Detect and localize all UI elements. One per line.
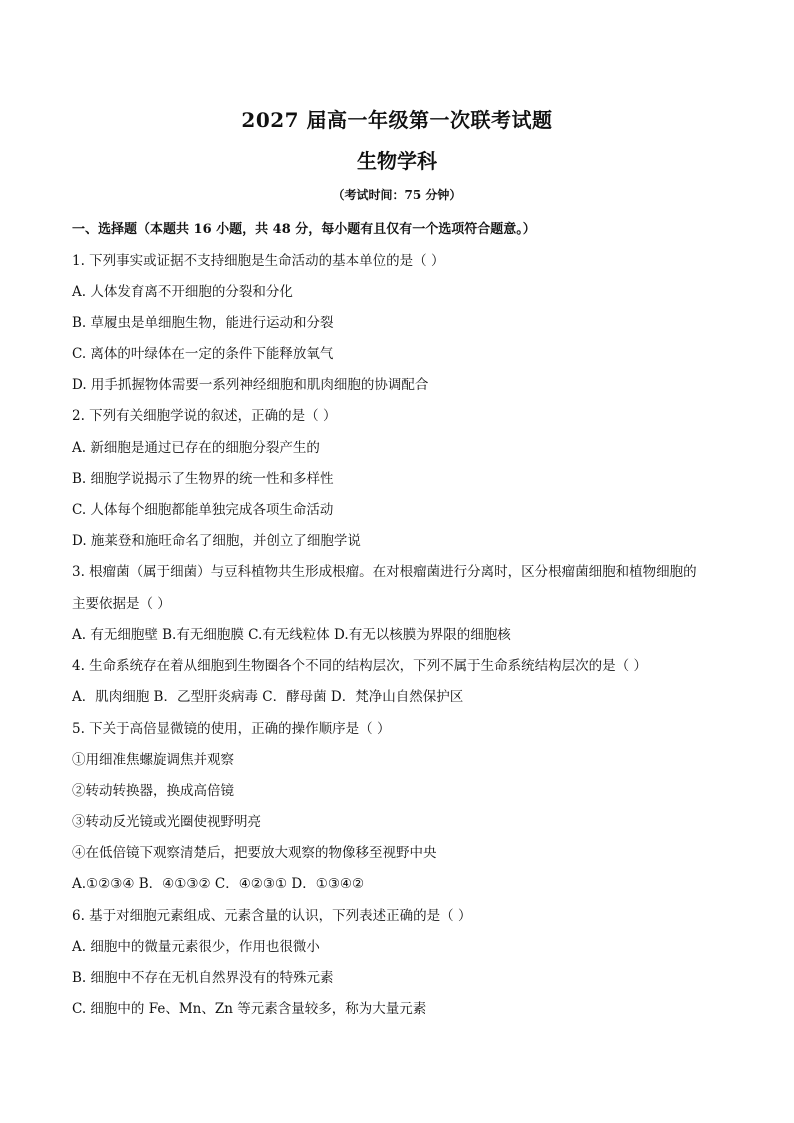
question-5-step-1: ①用细准焦螺旋调焦并观察 bbox=[72, 752, 234, 768]
question-4-options: A．肌肉细胞 B．乙型肝炎病毒 C．酵母菌 D．梵净山自然保护区 bbox=[72, 689, 464, 705]
section-heading: 一、选择题（本题共 16 小题，共 48 分，每小题有且仅有一个选项符合题意。） bbox=[72, 222, 536, 237]
question-5-stem: 5. 下关于高倍显微镜的使用，正确的操作顺序是（ ） bbox=[72, 721, 391, 737]
question-2-option-b: B. 细胞学说揭示了生物界的统一性和多样性 bbox=[72, 471, 334, 487]
subject-title: 生物学科 bbox=[357, 149, 437, 173]
question-3-stem: 3. 根瘤菌（属于细菌）与豆科植物共生形成根瘤。在对根瘤菌进行分离时，区分根瘤菌细胞和植物细胞的 bbox=[72, 564, 697, 580]
question-2-option-c: C. 人体每个细胞都能单独完成各项生命活动 bbox=[72, 502, 334, 518]
question-1-option-a: A. 人体发育离不开细胞的分裂和分化 bbox=[72, 284, 293, 300]
page-title: 2027 届高一年级第一次联考试题 bbox=[241, 108, 553, 132]
question-5-step-2: ②转动转换器，换成高倍镜 bbox=[72, 783, 234, 799]
question-1-option-d: D. 用手抓握物体需要一系列神经细胞和肌肉细胞的协调配合 bbox=[72, 377, 429, 393]
question-2-stem: 2. 下列有关细胞学说的叙述，正确的是（ ） bbox=[72, 408, 337, 424]
question-6-stem: 6. 基于对细胞元素组成、元素含量的认识，下列表述正确的是（ ） bbox=[72, 908, 472, 924]
question-5-options: A.①②③④ B．④①③② C．④②③① D．①③④② bbox=[72, 876, 365, 892]
question-2-option-a: A. 新细胞是通过已存在的细胞分裂产生的 bbox=[72, 440, 320, 456]
question-5-step-3: ③转动反光镜或光圈使视野明亮 bbox=[72, 814, 261, 830]
question-6-option-c: C. 细胞中的 Fe、Mn、Zn 等元素含量较多，称为大量元素 bbox=[72, 1001, 427, 1017]
question-4-stem: 4. 生命系统存在着从细胞到生物圈各个不同的结构层次，下列不属于生命系统结构层次的是（ ） bbox=[72, 658, 647, 674]
exam-time: （考试时间：75 分钟） bbox=[332, 188, 462, 202]
question-1-stem: 1. 下列事实或证据不支持细胞是生命活动的基本单位的是（ ） bbox=[72, 253, 445, 269]
question-3-stem-continued: 主要依据是（ ） bbox=[72, 596, 171, 612]
question-2-option-d: D. 施莱登和施旺命名了细胞，并创立了细胞学说 bbox=[72, 533, 361, 549]
question-5-step-4: ④在低倍镜下观察清楚后，把要放大观察的物像移至视野中央 bbox=[72, 845, 437, 861]
question-6-option-a: A. 细胞中的微量元素很少，作用也很微小 bbox=[72, 939, 320, 955]
question-1-option-c: C. 离体的叶绿体在一定的条件下能释放氧气 bbox=[72, 346, 334, 362]
question-1-option-b: B. 草履虫是单细胞生物，能进行运动和分裂 bbox=[72, 315, 334, 331]
question-6-option-b: B. 细胞中不存在无机自然界没有的特殊元素 bbox=[72, 970, 334, 986]
question-3-options: A. 有无细胞壁 B.有无细胞膜 C.有无线粒体 D.有无以核膜为界限的细胞核 bbox=[72, 627, 511, 643]
